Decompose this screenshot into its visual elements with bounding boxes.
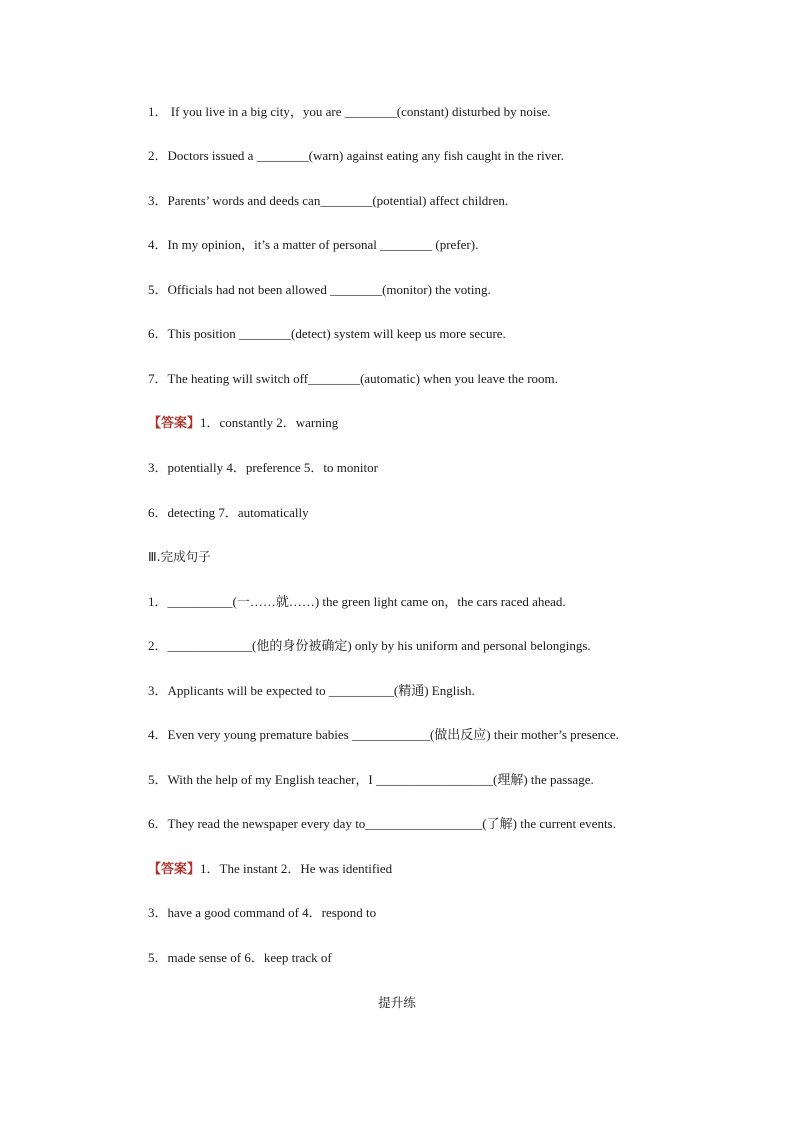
answer-label: 【答案】	[148, 415, 201, 430]
footer-heading: 提升练	[378, 995, 416, 1010]
exercise-item-2: 2．Doctors issued a ________(warn) against eating any fish caught in the river.	[148, 148, 564, 163]
exercise-item-4: 4．In my opinion，it’s a matter of personal ________ (prefer).	[148, 237, 479, 252]
answer-line-4	[148, 860, 392, 878]
exercise-item-7: 7．The heating will switch off________(automatic) when you leave the room.	[148, 371, 558, 386]
answer-text: 1．The instant 2．He was identified	[200, 861, 393, 876]
answer-label: 【答案】	[148, 861, 201, 876]
exercise-item-3: 3．Parents’ words and deeds can________(potential) affect children.	[148, 193, 509, 208]
sentence-item-2: 2．_____________(他的身份被确定) only by his uniform and personal belongings.	[148, 638, 591, 653]
exercise-item-5: 5．Officials had not been allowed ________(monitor) the voting.	[148, 282, 491, 297]
sentence-item-4: 4．Even very young premature babies ____________(做出反应) their mother’s presence.	[148, 727, 619, 742]
sentence-item-6: 6．They read the newspaper every day to__________________(了解) the current events.	[148, 816, 616, 831]
sentence-item-5: 5．With the help of my English teacher，I __________________(理解) the passage.	[148, 772, 594, 787]
exercise-item-6: 6．This position ________(detect) system will keep us more secure.	[148, 326, 506, 341]
answer-line-3: 6．detecting 7．automatically	[148, 505, 309, 520]
sentence-item-1: 1．__________(一……就……) the green light came on，the cars raced ahead.	[148, 594, 566, 609]
section-title: Ⅲ.完成句子	[148, 549, 211, 564]
answer-text: 1．constantly 2．warning	[200, 415, 339, 430]
exercise-item-1: 1． If you live in a big city，you are ________(constant) disturbed by noise.	[148, 104, 551, 119]
sentence-item-3: 3．Applicants will be expected to __________(精通) English.	[148, 683, 475, 698]
answer-line-6: 5．made sense of 6．keep track of	[148, 950, 332, 965]
answer-line-2: 3．potentially 4．preference 5．to monitor	[148, 460, 378, 475]
answer-line-1	[148, 414, 338, 432]
answer-line-5: 3．have a good command of 4．respond to	[148, 905, 377, 920]
